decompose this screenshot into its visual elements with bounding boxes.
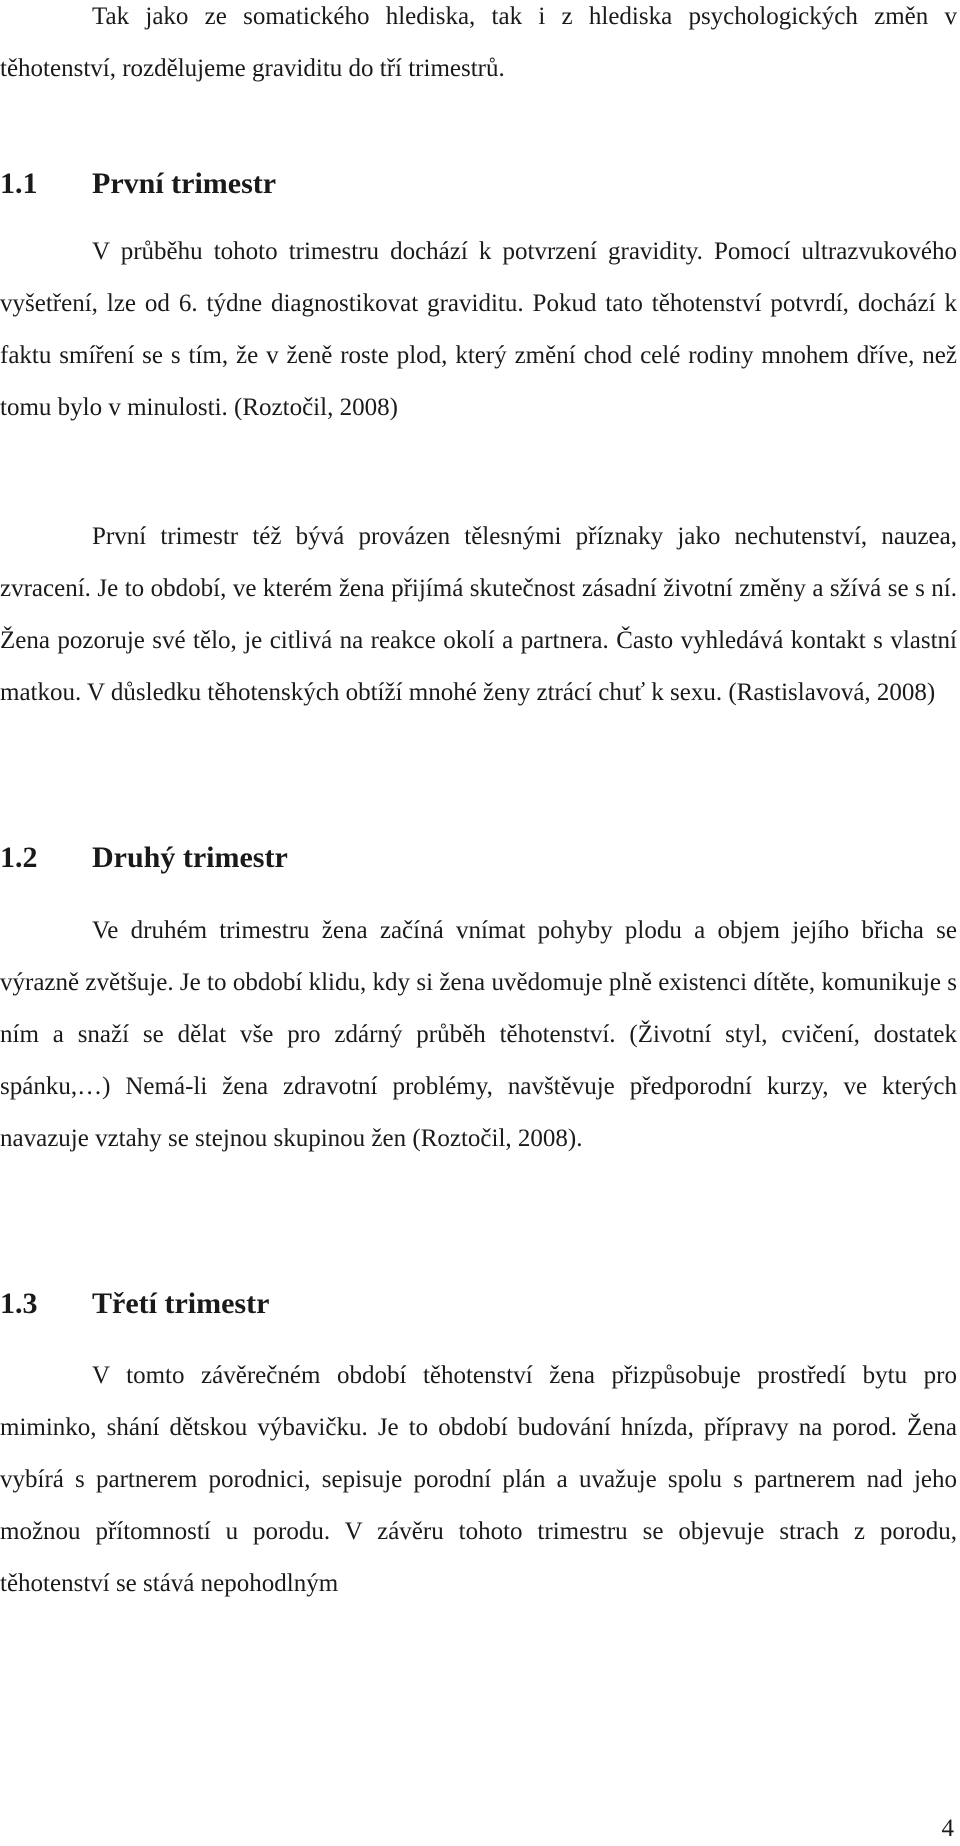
section-number: 1.1 (0, 167, 38, 200)
section-number: 1.2 (0, 841, 38, 874)
section-title: Třetí trimestr (92, 1287, 270, 1320)
page-number: 4 (941, 1815, 954, 1842)
second-trimester-paragraph: Ve druhém trimestru žena začíná vnímat pohyby plodu a objem jejího břicha se výrazně zvětšuje. Je to období klidu, kdy si žena uvědomuje plně existenci dítěte, komunikuje s ním a snaží se dělat vše pro zdárný průběh těhotenství. (Životní styl, cvičení, dostatek spánku,…) Nemá-li žena zdravotní problémy, navštěvuje předporodní kurzy, ve kterých navazuje vztahy se stejnou skupinou žen (Roztočil, 2008). (0, 917, 957, 1152)
third-trimester-paragraph: V tomto závěrečném období těhotenství žena přizpůsobuje prostředí bytu pro miminko, shání dětskou výbavičku. Je to období budování hnízda, přípravy na porod. Žena vybírá s partnerem porodnici, sepisuje porodní plán a uvažuje spolu s partnerem nad jeho možnou přítomností u porodu. V závěru tohoto trimestru se objevuje strach z porodu, těhotenství se stává nepohodlným (0, 1362, 957, 1597)
first-trimester-paragraph-2: První trimestr též bývá provázen tělesnými příznaky jako nechutenství, nauzea, zvracení. Je to období, ve kterém žena přijímá skutečnost zásadní životní změny a sžívá se s ní. Žena pozoruje své tělo, je citlivá na reakce okolí a partnera. Často vyhledává kontakt s vlastní matkou. V důsledku těhotenských obtíží mnohé ženy ztrácí chuť k sexu. (Rastislavová, 2008) (0, 523, 957, 706)
section-heading-third-trimester (0, 1284, 269, 1324)
second-trimester-paragraph-block (0, 905, 957, 1165)
third-trimester-paragraph-block (0, 1350, 957, 1610)
intro-paragraph: Tak jako ze somatického hlediska, tak i z hlediska psychologických změn v těhotenství, rozdělujeme graviditu do tří trimestrů. (0, 3, 957, 82)
section-heading-first-trimester (0, 164, 276, 204)
section-title: První trimestr (92, 167, 277, 200)
intro-paragraph-block (0, 0, 957, 95)
section-title: Druhý trimestr (92, 841, 288, 874)
first-trimester-paragraph-1: V průběhu tohoto trimestru dochází k potvrzení gravidity. Pomocí ultrazvukového vyšetření, lze od 6. týdne diagnostikovat graviditu. Pokud tato těhotenství potvrdí, dochází k faktu smíření se s tím, že v ženě roste plod, který změní chod celé rodiny mnohem dříve, než tomu bylo v minulosti. (Roztočil, 2008) (0, 238, 957, 421)
first-trimester-paragraph-2-block (0, 511, 957, 719)
first-trimester-paragraph-1-block (0, 226, 957, 434)
section-number: 1.3 (0, 1287, 38, 1320)
section-heading-second-trimester (0, 838, 288, 878)
